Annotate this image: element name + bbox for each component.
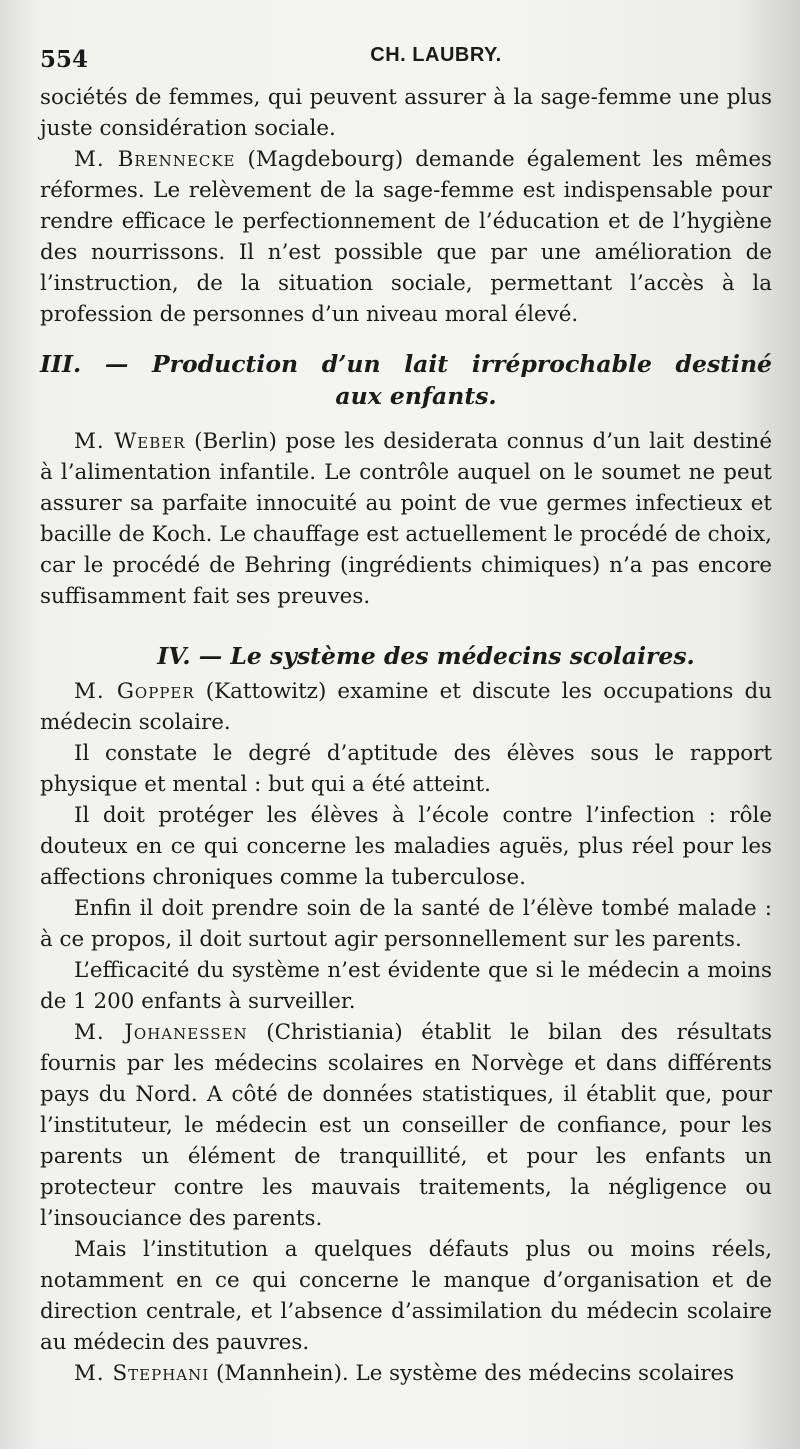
speaker-name: M. Johanessen: [74, 1020, 248, 1045]
paragraph-intro: sociétés de femmes, qui peuvent assurer à la sage-femme une plus juste considération sociale.: [40, 85, 772, 141]
paragraph-text: (Mannhein). Le système des médecins scolaires: [209, 1361, 735, 1386]
paragraph: L’efficacité du système n’est évidente que si le médecin a moins de 1 200 enfants à surveiller.: [40, 958, 772, 1014]
speaker-name: M. Weber: [74, 429, 186, 454]
speaker-name: M. Stephani: [74, 1361, 210, 1386]
paragraph-johanessen: [40, 1017, 772, 1234]
running-head: CH. LAUBRY.: [370, 44, 502, 66]
paragraph-text: (Kattowitz) examine et discute les occupations du médecin scolaire.: [40, 679, 772, 735]
section-heading-line: III. — Production d’un lait irréprochable destiné: [40, 350, 772, 378]
paragraph-institution: Mais l’institution a quelques défauts plus ou moins réels, notamment en ce qui concerne le manque d’organisation et de direction centrale, et l’absence d’assimilation du médecin scolaire au médecin des pauvres.: [40, 1237, 772, 1355]
page-header: [40, 40, 772, 82]
paragraph-weber: [40, 426, 772, 612]
paragraph: Il doit protéger les élèves à l’école contre l’infection : rôle douteux en ce qui concerne les maladies aguës, plus réel pour les affections chroniques comme la tuberculose.: [40, 803, 772, 890]
paragraph-text: (Christiania) établit le bilan des résultats fournis par les médecins scolaires en Norvège et dans différents pays du Nord. A côté de données statistiques, il établit que, pour l’instituteur, le médecin est un conseiller de confiance, pour les parents un élément de tranquillité, et pour les enfants un protecteur contre les mauvais traitements, la négligence ou l’insouciance des parents.: [40, 1020, 772, 1231]
paragraph-stephani: [40, 1358, 772, 1389]
section-heading-iv: IV. — Le système des médecins scolaires.: [157, 642, 695, 670]
speaker-name: M. Brennecke: [74, 147, 236, 172]
paragraph-text: (Berlin) pose les desiderata connus d’un lait destiné à l’alimentation infantile. Le contrôle auquel on le soumet ne peut assurer sa parfaite innocuité au point de vue germes infectieux et bacille de Koch. Le chauffage est actuellement le procédé de choix, car le procédé de Behring (ingrédients chimiques) n’a pas encore suffisamment fait ses preuves.: [40, 429, 772, 609]
paragraph: Enfin il doit prendre soin de la santé de l’élève tombé malade : à ce propos, il doit surtout agir personnellement sur les parents.: [40, 896, 772, 952]
paragraph-text: (Magdebourg) demande également les mêmes réformes. Le relèvement de la sage-femme est indispensable pour rendre efficace le perfectionnement de l’éducation et de l’hygiène des nourrissons. Il n’est possible que par une amélioration de l’instruction, de la situation sociale, permettant l’accès à la profession de personnes d’un niveau moral élevé.: [40, 147, 773, 327]
speaker-name: M. Gopper: [74, 679, 195, 704]
page-number: 554: [40, 46, 89, 73]
paragraph: Il constate le degré d’aptitude des élèves sous le rapport physique et mental : but qui a été atteint.: [40, 741, 772, 797]
paragraph-gopper: [40, 676, 772, 738]
section-heading-line: aux enfants.: [335, 382, 497, 410]
paragraph-brennecke: [40, 144, 772, 330]
section-heading-iii: [40, 348, 772, 412]
